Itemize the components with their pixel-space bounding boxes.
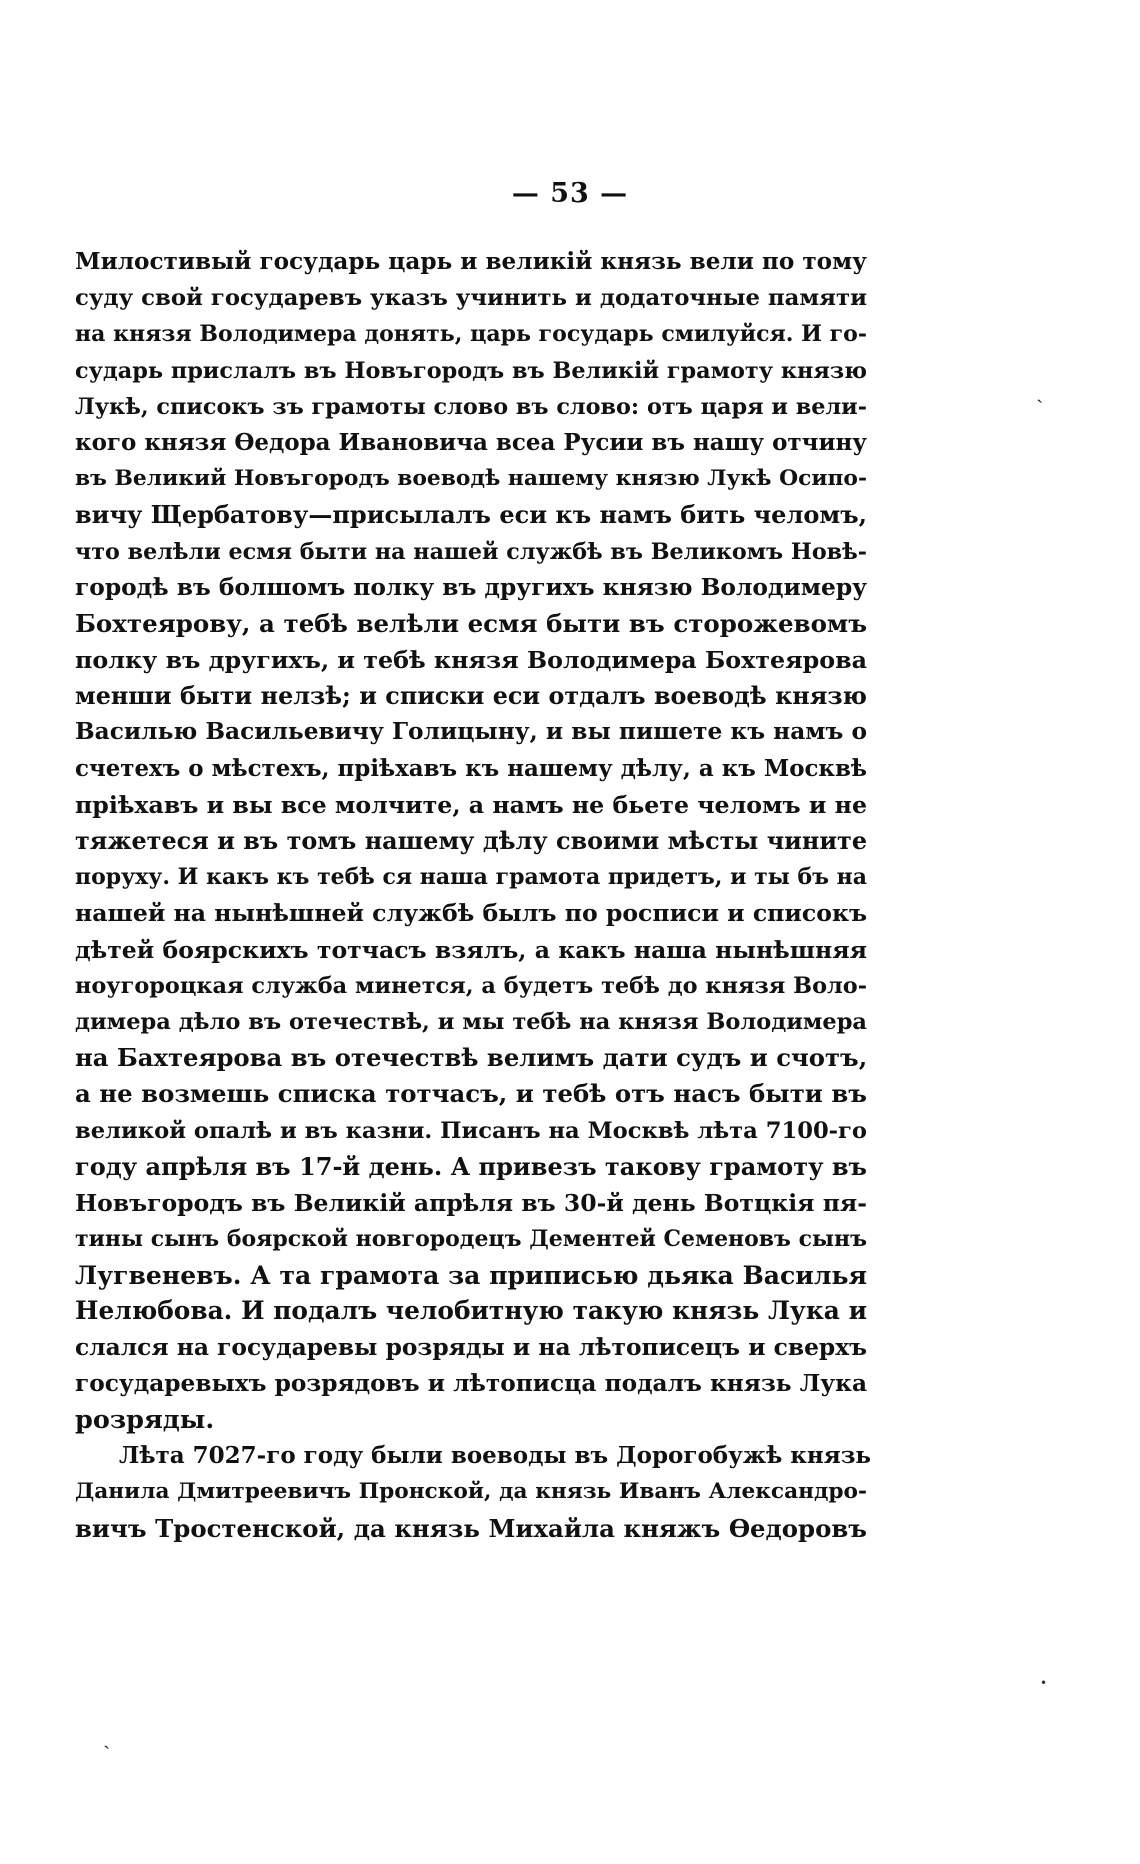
text-line: розряды.	[75, 1405, 215, 1435]
text-line: государевыхъ розрядовъ и лѣтописца подалъ князь Лука	[75, 1369, 867, 1397]
text-line: поруху. И какъ къ тебѣ ся наша грамота придетъ, и ты бъ на	[75, 864, 867, 891]
text-line: кого князя Өедора Ивановича всеа Русии въ нашу отчину	[75, 428, 867, 456]
text-line: что велѣли есмя быти на нашей службѣ въ Великомъ Новѣ-	[75, 538, 867, 565]
text-line: тины сынъ боярской новгородецъ Дементей Семеновъ сынъ	[75, 1226, 867, 1253]
text-line: вичу Щербатову—присылалъ еси къ намъ бить челомъ,	[75, 500, 867, 530]
text-line: вичъ Тростенской, да князь Михайла княжъ Өедоровъ	[75, 1513, 867, 1543]
text-line: на Бахтеярова въ отечествѣ велимъ дати судъ и счотъ,	[75, 1043, 868, 1073]
text-line: Василью Васильевичу Голицыну, и вы пишете къ намъ о	[75, 718, 867, 746]
text-line: въ Великий Новъгородъ воеводѣ нашему князю Лукѣ Осипо-	[75, 466, 867, 492]
text-line: Новъгородъ въ Великій апрѣля въ 30-й день Вотцкія пя-	[75, 1188, 867, 1217]
text-line: на князя Володимера донять, царь государь смилуйся. И го-	[75, 321, 867, 348]
text-line: тяжетеся и въ томъ нашему дѣлу своими мѣсты чините	[75, 827, 867, 855]
text-line: пріѣхавъ и вы все молчите, а намъ не бьете челомъ и не	[75, 790, 868, 819]
text-line: менши быти нелзѣ; и списки еси отдалъ воеводѣ князю	[75, 682, 867, 711]
text-line: счетехъ о мѣстехъ, пріѣхавъ къ нашему дѣлу, а къ Москвѣ	[75, 754, 867, 782]
text-line: Нелюбова. И подалъ челобитную такую князь Лука и	[75, 1296, 867, 1326]
text-line: а не возмешь списка тотчасъ, и тебѣ отъ насъ быти въ	[75, 1079, 867, 1109]
text-line: суду свой государевъ указъ учинить и додаточные памяти	[75, 285, 867, 312]
text-line: слался на государевы розряды и на лѣтописецъ и сверхъ	[75, 1333, 867, 1361]
text-line: Бохтеярову, а тебѣ велѣли есмя быти въ сторожевомъ	[75, 608, 867, 638]
scan-speck: ˏ	[1036, 379, 1044, 404]
text-line: ноугороцкая служба минется, а будетъ тебѣ до князя Воло-	[75, 972, 867, 999]
text-line: городѣ въ болшомъ полку въ другихъ князю Володимеру	[75, 573, 868, 601]
text-line: полку въ другихъ, и тебѣ князя Володимера Бохтеярова	[75, 646, 867, 675]
body-text	[75, 244, 871, 1547]
scan-speck: •	[1040, 1676, 1048, 1690]
text-line: димера дѣло въ отечествѣ, и мы тебѣ на князя Володимера	[75, 1008, 867, 1035]
scan-speck: ˏ	[103, 1725, 111, 1750]
text-line: Лукѣ, списокъ зъ грамоты слово въ слово: отъ царя и вели-	[75, 393, 867, 420]
text-line: году апрѣля въ 17-й день. А привезъ такову грамоту въ	[75, 1151, 867, 1181]
text-line: Данила Дмитреевичъ Пронской, да князь Иванъ Александро-	[75, 1479, 867, 1505]
page-number: — 53 —	[511, 178, 629, 209]
text-line: Лугвеневъ. А та грамота за приписью дьяка Василья	[75, 1260, 867, 1291]
text-line: дѣтей боярскихъ тотчасъ взялъ, а какъ наша нынѣшняя	[75, 935, 867, 964]
text-line: великой опалѣ и въ казни. Писанъ на Москвѣ лѣта 7100-го	[75, 1117, 867, 1144]
text-line: сударь прислалъ въ Новъгородъ въ Великій грамоту князю	[75, 357, 867, 384]
text-line: Милостивый государь царь и великій князь вели по тому	[75, 248, 867, 275]
text-line: нашей на нынѣшней службѣ былъ по росписи и списокъ	[75, 899, 868, 928]
text-line: Лѣта 7027-го году были воеводы въ Дорогобужѣ князь	[119, 1442, 871, 1470]
